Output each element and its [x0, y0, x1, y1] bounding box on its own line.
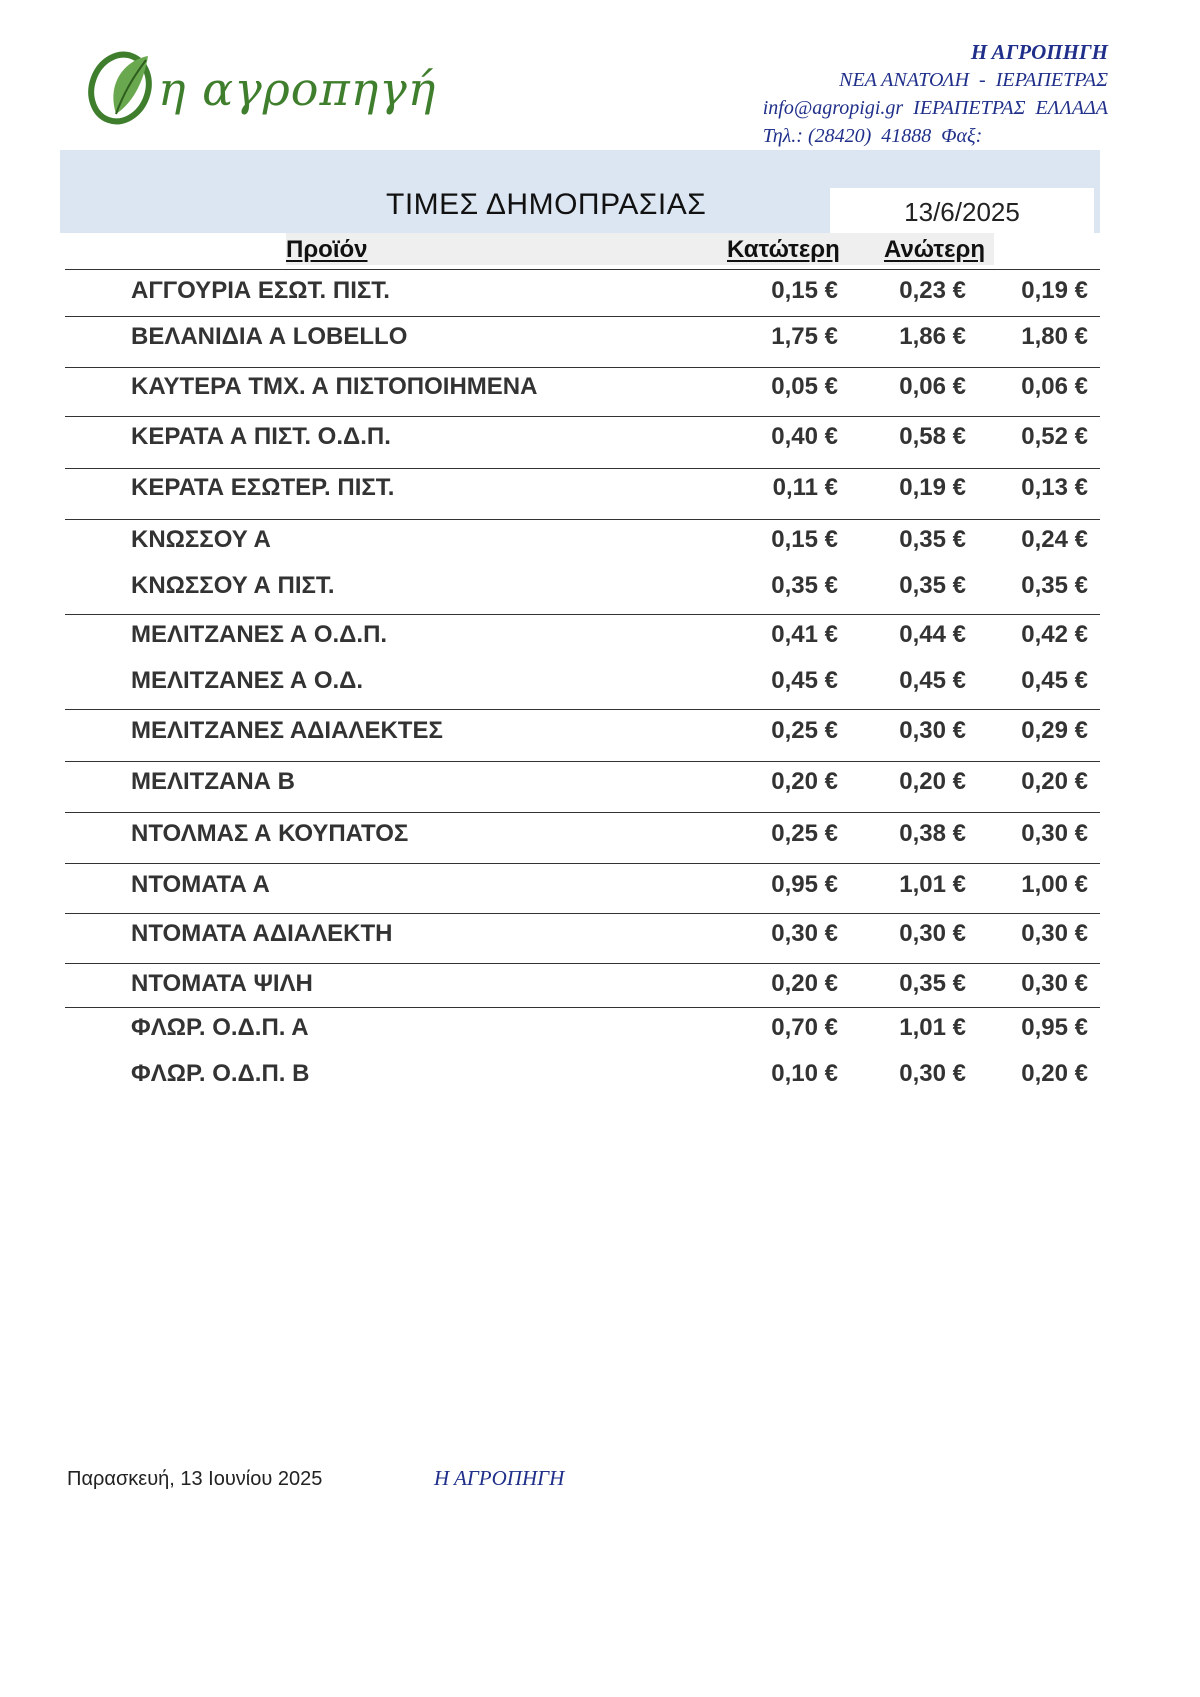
footer-company: Η ΑΓΡΟΠΗΓΗ	[434, 1466, 565, 1490]
column-header-low: Κατώτερη	[727, 236, 840, 263]
high-price: 1,86 €	[899, 323, 966, 350]
product-name: ΚΝΩΣΣΟΥ Α ΠΙΣΤ.	[131, 572, 335, 599]
low-price: 0,35 €	[771, 572, 838, 599]
product-name: ΚΝΩΣΣΟΥ Α	[131, 526, 271, 553]
avg-price: 0,95 €	[1021, 1014, 1088, 1041]
avg-price: 1,00 €	[1021, 871, 1088, 898]
table-row	[0, 317, 1200, 357]
low-price: 0,10 €	[771, 1060, 838, 1087]
high-price: 0,35 €	[899, 572, 966, 599]
product-name: ΝΤΟΜΑΤΑ ΨΙΛΗ	[131, 970, 313, 997]
avg-price: 0,52 €	[1021, 423, 1088, 450]
product-name: ΦΛΩΡ. Ο.Δ.Π. Α	[131, 1014, 309, 1041]
high-price: 0,30 €	[899, 920, 966, 947]
product-name: ΚΕΡΑΤΑ ΕΣΩΤΕΡ. ΠΙΣΤ.	[131, 474, 395, 501]
high-price: 1,01 €	[899, 871, 966, 898]
company-address: ΝΕΑ ΑΝΑΤΟΛΗ - ΙΕΡΑΠΕΤΡΑΣ	[839, 69, 1108, 91]
table-row	[0, 865, 1200, 905]
product-name: ΜΕΛΙΤΖΑΝΕΣ ΑΔΙΑΛΕΚΤΕΣ	[131, 717, 443, 744]
product-name: ΜΕΛΙΤΖΑΝΕΣ Α Ο.Δ.Π.	[131, 621, 388, 648]
high-price: 0,19 €	[899, 474, 966, 501]
row-divider	[65, 812, 1100, 813]
low-price: 0,25 €	[771, 717, 838, 744]
high-price: 0,35 €	[899, 970, 966, 997]
low-price: 0,45 €	[771, 667, 838, 694]
low-price: 0,11 €	[772, 474, 838, 501]
table-row	[0, 661, 1200, 701]
company-info	[763, 38, 1108, 150]
low-price: 0,25 €	[771, 820, 838, 847]
product-name: ΒΕΛΑΝΙΔΙΑ Α LOBELLO	[131, 323, 408, 350]
low-price: 0,30 €	[771, 920, 838, 947]
product-name: ΚΑΥΤΕΡΑ ΤΜΧ. Α ΠΙΣΤΟΠΟΙΗΜΕΝΑ	[131, 373, 538, 400]
table-row	[0, 271, 1200, 311]
page-title: ΤΙΜΕΣ ΔΗΜΟΠΡΑΣΙΑΣ	[386, 188, 707, 221]
product-name: ΝΤΟΜΑΤΑ Α	[131, 871, 270, 898]
table-row	[0, 1008, 1200, 1048]
avg-price: 0,35 €	[1021, 572, 1088, 599]
high-price: 0,35 €	[899, 526, 966, 553]
avg-price: 1,80 €	[1021, 323, 1088, 350]
low-price: 0,41 €	[771, 621, 838, 648]
avg-price: 0,13 €	[1021, 474, 1088, 501]
product-name: ΝΤΟΛΜΑΣ Α ΚΟΥΠΑΤΟΣ	[131, 820, 409, 847]
high-price: 0,23 €	[899, 277, 966, 304]
avg-price: 0,19 €	[1021, 277, 1088, 304]
table-row	[0, 1054, 1200, 1094]
avg-price: 0,24 €	[1021, 526, 1088, 553]
company-email: info@agropigi.gr ΙΕΡΑΠΕΤΡΑΣ ΕΛΛΑΔΑ	[762, 97, 1108, 119]
table-row	[0, 762, 1200, 802]
high-price: 0,38 €	[899, 820, 966, 847]
low-price: 0,15 €	[771, 277, 838, 304]
footer-date: Παρασκευή, 13 Ιουνίου 2025	[67, 1468, 323, 1490]
product-name: ΚΕΡΑΤΑ Α ΠΙΣΤ. Ο.Δ.Π.	[131, 423, 391, 450]
table-row	[0, 417, 1200, 457]
high-price: 0,44 €	[899, 621, 966, 648]
avg-price: 0,29 €	[1021, 717, 1088, 744]
avg-price: 0,20 €	[1021, 768, 1088, 795]
avg-price: 0,30 €	[1021, 820, 1088, 847]
product-name: ΜΕΛΙΤΖΑΝΑ Β	[131, 768, 295, 795]
column-header-high: Ανώτερη	[884, 236, 986, 263]
table-row	[0, 367, 1200, 407]
company-phone: Τηλ.: (28420) 41888 Φαξ:	[762, 125, 983, 147]
low-price: 0,05 €	[771, 373, 838, 400]
table-row	[0, 468, 1200, 508]
high-price: 0,30 €	[899, 1060, 966, 1087]
low-price: 0,15 €	[771, 526, 838, 553]
high-price: 1,01 €	[899, 1014, 966, 1041]
avg-price: 0,42 €	[1021, 621, 1088, 648]
table-row	[0, 615, 1200, 655]
product-name: ΑΓΓΟΥΡΙΑ ΕΣΩΤ. ΠΙΣΤ.	[131, 277, 390, 304]
high-price: 0,45 €	[899, 667, 966, 694]
table-row	[0, 520, 1200, 560]
avg-price: 0,30 €	[1021, 920, 1088, 947]
table-row	[0, 566, 1200, 606]
avg-price: 0,06 €	[1021, 373, 1088, 400]
table-row	[0, 711, 1200, 751]
table-row	[0, 814, 1200, 854]
low-price: 0,20 €	[771, 970, 838, 997]
avg-price: 0,30 €	[1021, 970, 1088, 997]
logo-text: η αγροπηγή	[158, 62, 437, 116]
product-name: ΦΛΩΡ. Ο.Δ.Π. Β	[131, 1060, 310, 1087]
row-divider	[65, 863, 1100, 864]
row-divider	[65, 709, 1100, 710]
table-row	[0, 914, 1200, 954]
low-price: 1,75 €	[771, 323, 838, 350]
low-price: 0,70 €	[771, 1014, 838, 1041]
row-divider	[65, 269, 1100, 270]
product-name: ΜΕΛΙΤΖΑΝΕΣ Α Ο.Δ.	[131, 667, 364, 694]
low-price: 0,20 €	[771, 768, 838, 795]
avg-price: 0,20 €	[1021, 1060, 1088, 1087]
high-price: 0,30 €	[899, 717, 966, 744]
avg-price: 0,45 €	[1021, 667, 1088, 694]
table-row	[0, 964, 1200, 1004]
sheet-date: 13/6/2025	[830, 188, 1094, 234]
high-price: 0,20 €	[899, 768, 966, 795]
high-price: 0,58 €	[899, 423, 966, 450]
company-name: Η ΑΓΡΟΠΗΓΗ	[970, 40, 1108, 64]
low-price: 0,95 €	[771, 871, 838, 898]
low-price: 0,40 €	[771, 423, 838, 450]
product-name: ΝΤΟΜΑΤΑ ΑΔΙΑΛΕΚΤΗ	[131, 920, 393, 947]
column-header-product: Προϊόν	[286, 236, 368, 263]
high-price: 0,06 €	[899, 373, 966, 400]
